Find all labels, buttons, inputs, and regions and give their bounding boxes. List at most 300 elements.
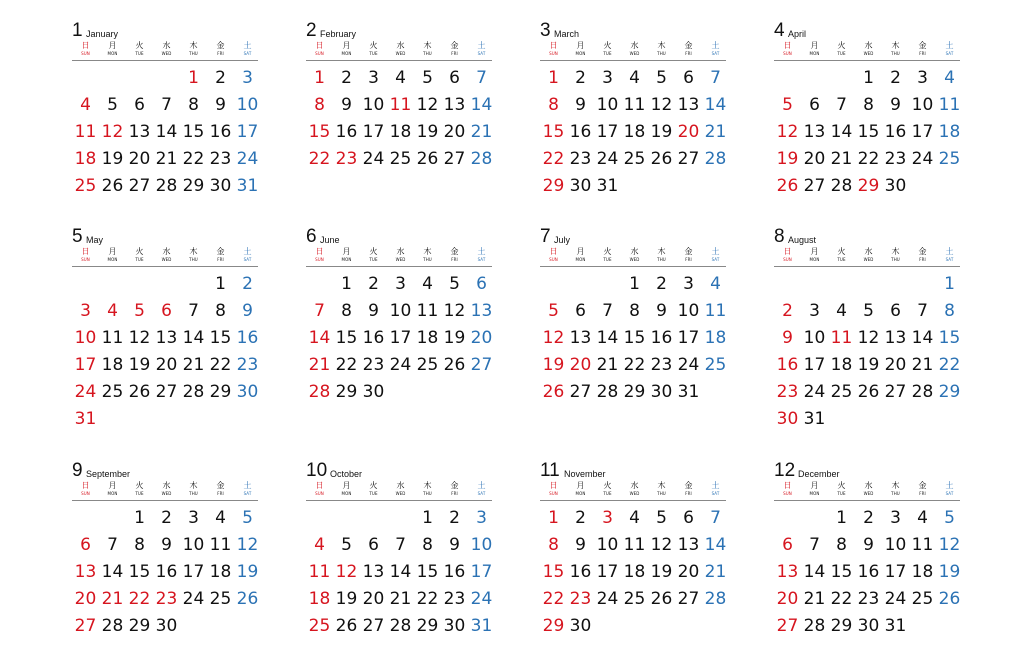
weekday-sat [702,248,729,266]
day-cell: 27 [74,616,97,636]
weekday-kanji: 日 [783,247,792,256]
day-cell: 20 [884,355,907,375]
day-grid [72,505,258,640]
empty-cell [360,505,387,532]
day-cell: 13 [569,328,592,348]
empty-cell [153,65,180,92]
day-cell: 30 [650,382,673,402]
day-cell: 9 [575,95,586,115]
day-cell: 5 [242,508,253,528]
month-name: October [330,469,363,479]
weekday-english: WED [395,257,406,262]
weekday-kanji: 木 [657,41,666,50]
weekday-english: WED [395,491,406,496]
weekday-header [774,482,960,500]
day-cell: 3 [242,68,253,88]
day-cell: 7 [161,95,172,115]
day-cell: 23 [443,589,466,609]
header-divider [774,60,960,61]
weekday-kanji: 月 [108,41,117,50]
day-grid [72,65,258,200]
empty-cell [387,505,414,532]
weekday-fri [207,248,234,266]
weekday-kanji: 木 [189,247,198,256]
day-cell: 15 [416,562,439,582]
weekday-sun [72,482,99,500]
weekday-kanji: 土 [477,481,486,490]
day-cell: 12 [776,122,799,142]
weekday-wed [153,248,180,266]
day-cell: 16 [362,328,385,348]
day-cell: 21 [596,355,619,375]
weekday-kanji: 土 [477,247,486,256]
day-cell: 1 [629,274,640,294]
day-cell: 14 [830,122,853,142]
day-cell: 10 [596,535,619,555]
weekday-kanji: 水 [864,481,873,490]
weekday-tue [594,482,621,500]
day-cell: 1 [548,508,559,528]
weekday-fri [675,42,702,60]
day-cell: 6 [449,68,460,88]
weekday-thu [414,482,441,500]
day-cell: 14 [704,95,727,115]
day-cell: 6 [368,535,379,555]
day-cell: 29 [416,616,439,636]
day-cell: 29 [830,616,853,636]
month-title [774,462,960,482]
weekday-english: TUE [369,257,378,262]
day-cell: 31 [236,176,259,196]
empty-cell [801,271,828,298]
day-cell: 16 [569,562,592,582]
day-cell: 19 [416,122,439,142]
weekday-english: TUE [135,257,144,262]
weekday-kanji: 金 [918,247,927,256]
day-cell: 27 [677,149,700,169]
day-cell: 26 [236,589,259,609]
month-march [540,22,726,200]
day-cell: 19 [857,355,880,375]
day-cell: 23 [884,149,907,169]
day-cell: 27 [884,382,907,402]
weekday-english: SUN [549,51,558,56]
day-cell: 19 [443,328,466,348]
day-grid [306,505,492,640]
weekday-mon [99,42,126,60]
day-cell: 17 [470,562,493,582]
month-november [540,462,726,640]
month-name: May [86,235,104,245]
day-cell: 18 [623,122,646,142]
month-name: November [564,469,606,479]
weekday-kanji: 金 [450,481,459,490]
day-cell: 24 [74,382,97,402]
day-cell: 26 [542,382,565,402]
weekday-fri [909,248,936,266]
weekday-header [540,42,726,60]
day-cell: 15 [128,562,151,582]
empty-cell [801,505,828,532]
day-cell: 1 [548,68,559,88]
weekday-tue [360,482,387,500]
weekday-english: FRI [919,491,926,496]
weekday-fri [441,42,468,60]
day-cell: 5 [341,535,352,555]
day-cell: 24 [362,149,385,169]
weekday-sun [72,42,99,60]
weekday-kanji: 火 [369,247,378,256]
day-cell: 28 [596,382,619,402]
day-grid [774,65,960,200]
weekday-kanji: 月 [108,247,117,256]
day-cell: 26 [443,355,466,375]
weekday-kanji: 土 [243,481,252,490]
day-cell: 16 [155,562,178,582]
weekday-header [306,248,492,266]
month-title [72,462,258,482]
weekday-english: MON [575,491,586,496]
weekday-mon [333,248,360,266]
day-cell: 22 [209,355,232,375]
weekday-tue [360,248,387,266]
weekday-tue [594,42,621,60]
weekday-mon [99,248,126,266]
day-cell: 24 [803,382,826,402]
day-cell: 21 [308,355,331,375]
weekday-kanji: 日 [315,247,324,256]
day-cell: 15 [182,122,205,142]
day-cell: 3 [80,301,91,321]
weekday-kanji: 月 [576,247,585,256]
day-cell: 22 [128,589,151,609]
day-cell: 10 [362,95,385,115]
day-cell: 21 [911,355,934,375]
weekday-kanji: 月 [576,41,585,50]
day-cell: 20 [470,328,493,348]
day-cell: 24 [470,589,493,609]
weekday-english: SAT [477,257,486,262]
day-cell: 5 [944,508,955,528]
weekday-english: MON [575,257,586,262]
month-number: 3 [540,20,551,41]
month-name: February [320,29,357,39]
weekday-english: SUN [783,51,792,56]
empty-cell [594,271,621,298]
day-cell: 12 [857,328,880,348]
day-cell: 14 [704,535,727,555]
day-cell: 13 [362,562,385,582]
weekday-kanji: 木 [423,481,432,490]
month-number: 11 [540,460,560,481]
day-cell: 22 [542,589,565,609]
day-cell: 28 [830,176,853,196]
weekday-thu [414,42,441,60]
weekday-english: WED [161,51,172,56]
month-name: August [788,235,817,245]
day-cell: 29 [857,176,880,196]
day-cell: 8 [341,301,352,321]
day-cell: 21 [470,122,493,142]
day-cell: 7 [107,535,118,555]
month-number: 10 [306,460,328,481]
weekday-kanji: 金 [684,247,693,256]
month-number: 2 [306,20,317,41]
weekday-thu [882,42,909,60]
day-cell: 29 [623,382,646,402]
header-divider [774,500,960,501]
empty-cell [72,505,99,532]
weekday-english: SUN [81,491,90,496]
weekday-english: SUN [549,491,558,496]
empty-cell [306,505,333,532]
weekday-wed [855,248,882,266]
day-cell: 7 [476,68,487,88]
day-cell: 27 [443,149,466,169]
day-cell: 29 [938,382,961,402]
day-cell: 23 [362,355,385,375]
weekday-kanji: 土 [945,481,954,490]
day-cell: 14 [155,122,178,142]
weekday-kanji: 水 [162,247,171,256]
weekday-kanji: 月 [810,247,819,256]
day-cell: 13 [155,328,178,348]
month-august [774,228,960,433]
day-cell: 16 [335,122,358,142]
weekday-fri [675,482,702,500]
weekday-kanji: 水 [864,247,873,256]
day-cell: 11 [209,535,232,555]
day-cell: 7 [809,535,820,555]
weekday-header [540,248,726,266]
weekday-fri [909,482,936,500]
day-cell: 9 [449,535,460,555]
day-cell: 4 [629,508,640,528]
day-cell: 15 [308,122,331,142]
day-cell: 17 [236,122,259,142]
weekday-kanji: 火 [369,41,378,50]
day-cell: 27 [776,616,799,636]
weekday-kanji: 水 [864,41,873,50]
weekday-mon [567,42,594,60]
weekday-kanji: 日 [549,481,558,490]
weekday-sat [936,248,963,266]
weekday-kanji: 火 [135,481,144,490]
weekday-mon [99,482,126,500]
day-cell: 26 [857,382,880,402]
day-cell: 30 [155,616,178,636]
weekday-english: TUE [837,257,846,262]
weekday-english: FRI [217,491,224,496]
day-cell: 17 [389,328,412,348]
weekday-kanji: 火 [603,247,612,256]
weekday-sun [306,248,333,266]
empty-cell [99,505,126,532]
day-cell: 25 [209,589,232,609]
weekday-english: FRI [217,51,224,56]
day-cell: 7 [395,535,406,555]
day-cell: 30 [569,616,592,636]
weekday-kanji: 日 [783,41,792,50]
day-cell: 9 [341,95,352,115]
day-cell: 6 [809,95,820,115]
day-cell: 11 [389,95,412,115]
day-cell: 6 [683,68,694,88]
weekday-english: FRI [919,51,926,56]
empty-cell [801,65,828,92]
day-cell: 13 [776,562,799,582]
day-cell: 27 [569,382,592,402]
header-divider [306,500,492,501]
day-cell: 12 [542,328,565,348]
month-name: September [86,469,131,479]
weekday-thu [882,248,909,266]
day-cell: 4 [422,274,433,294]
month-january [72,22,258,200]
day-grid [540,505,726,640]
weekday-tue [126,482,153,500]
day-cell: 29 [128,616,151,636]
weekday-tue [126,42,153,60]
weekday-english: TUE [135,491,144,496]
weekday-sun [306,482,333,500]
month-title [306,228,492,248]
day-cell: 13 [128,122,151,142]
empty-cell [774,271,801,298]
month-title [72,22,258,42]
day-cell: 25 [101,382,124,402]
day-cell: 28 [308,382,331,402]
header-divider [306,60,492,61]
weekday-english: TUE [603,257,612,262]
day-cell: 5 [422,68,433,88]
weekday-kanji: 土 [945,247,954,256]
day-cell: 13 [470,301,493,321]
day-cell: 5 [449,274,460,294]
month-title [774,22,960,42]
day-cell: 28 [704,589,727,609]
day-cell: 5 [863,301,874,321]
weekday-english: TUE [369,51,378,56]
day-cell: 25 [704,355,727,375]
day-cell: 6 [575,301,586,321]
weekday-kanji: 日 [549,41,558,50]
day-cell: 12 [416,95,439,115]
empty-cell [882,271,909,298]
day-cell: 4 [836,301,847,321]
weekday-sat [468,42,495,60]
day-cell: 25 [74,176,97,196]
day-cell: 20 [677,122,700,142]
day-cell: 7 [710,68,721,88]
day-cell: 19 [128,355,151,375]
weekday-english: THU [891,51,900,56]
weekday-sat [936,482,963,500]
day-cell: 8 [422,535,433,555]
day-cell: 4 [917,508,928,528]
day-cell: 16 [209,122,232,142]
day-cell: 15 [209,328,232,348]
weekday-english: FRI [919,257,926,262]
day-cell: 19 [938,562,961,582]
weekday-header [306,482,492,500]
weekday-header [72,482,258,500]
weekday-english: THU [423,51,432,56]
day-cell: 30 [569,176,592,196]
day-cell: 28 [470,149,493,169]
day-cell: 10 [470,535,493,555]
weekday-english: TUE [837,51,846,56]
weekday-thu [648,248,675,266]
day-cell: 9 [575,535,586,555]
weekday-sun [774,482,801,500]
day-cell: 18 [74,149,97,169]
weekday-english: THU [423,257,432,262]
day-cell: 22 [623,355,646,375]
day-cell: 16 [650,328,673,348]
day-cell: 1 [134,508,145,528]
day-cell: 17 [182,562,205,582]
weekday-english: WED [863,491,874,496]
weekday-english: MON [107,51,118,56]
weekday-wed [153,482,180,500]
day-cell: 29 [542,176,565,196]
day-cell: 20 [74,589,97,609]
day-cell: 24 [236,149,259,169]
day-cell: 16 [884,122,907,142]
weekday-english: TUE [603,51,612,56]
day-cell: 30 [884,176,907,196]
empty-cell [828,271,855,298]
day-cell: 10 [74,328,97,348]
day-cell: 23 [209,149,232,169]
day-cell: 15 [830,562,853,582]
weekday-kanji: 水 [630,41,639,50]
weekday-fri [675,248,702,266]
day-cell: 6 [80,535,91,555]
weekday-wed [153,42,180,60]
weekday-thu [180,42,207,60]
day-cell: 24 [596,589,619,609]
day-cell: 3 [917,68,928,88]
day-cell: 23 [335,149,358,169]
weekday-mon [567,482,594,500]
weekday-fri [441,248,468,266]
day-cell: 14 [911,328,934,348]
weekday-english: WED [863,257,874,262]
day-cell: 18 [938,122,961,142]
month-title [72,228,258,248]
day-cell: 11 [416,301,439,321]
day-cell: 28 [389,616,412,636]
weekday-kanji: 火 [135,41,144,50]
weekday-english: FRI [451,51,458,56]
weekday-english: TUE [135,51,144,56]
weekday-kanji: 月 [576,481,585,490]
day-cell: 1 [314,68,325,88]
header-divider [540,60,726,61]
day-cell: 24 [596,149,619,169]
weekday-english: MON [809,51,820,56]
day-cell: 20 [155,355,178,375]
day-cell: 4 [107,301,118,321]
day-cell: 9 [863,535,874,555]
empty-cell [180,271,207,298]
weekday-mon [801,42,828,60]
day-cell: 19 [650,122,673,142]
header-divider [540,500,726,501]
day-cell: 22 [857,149,880,169]
